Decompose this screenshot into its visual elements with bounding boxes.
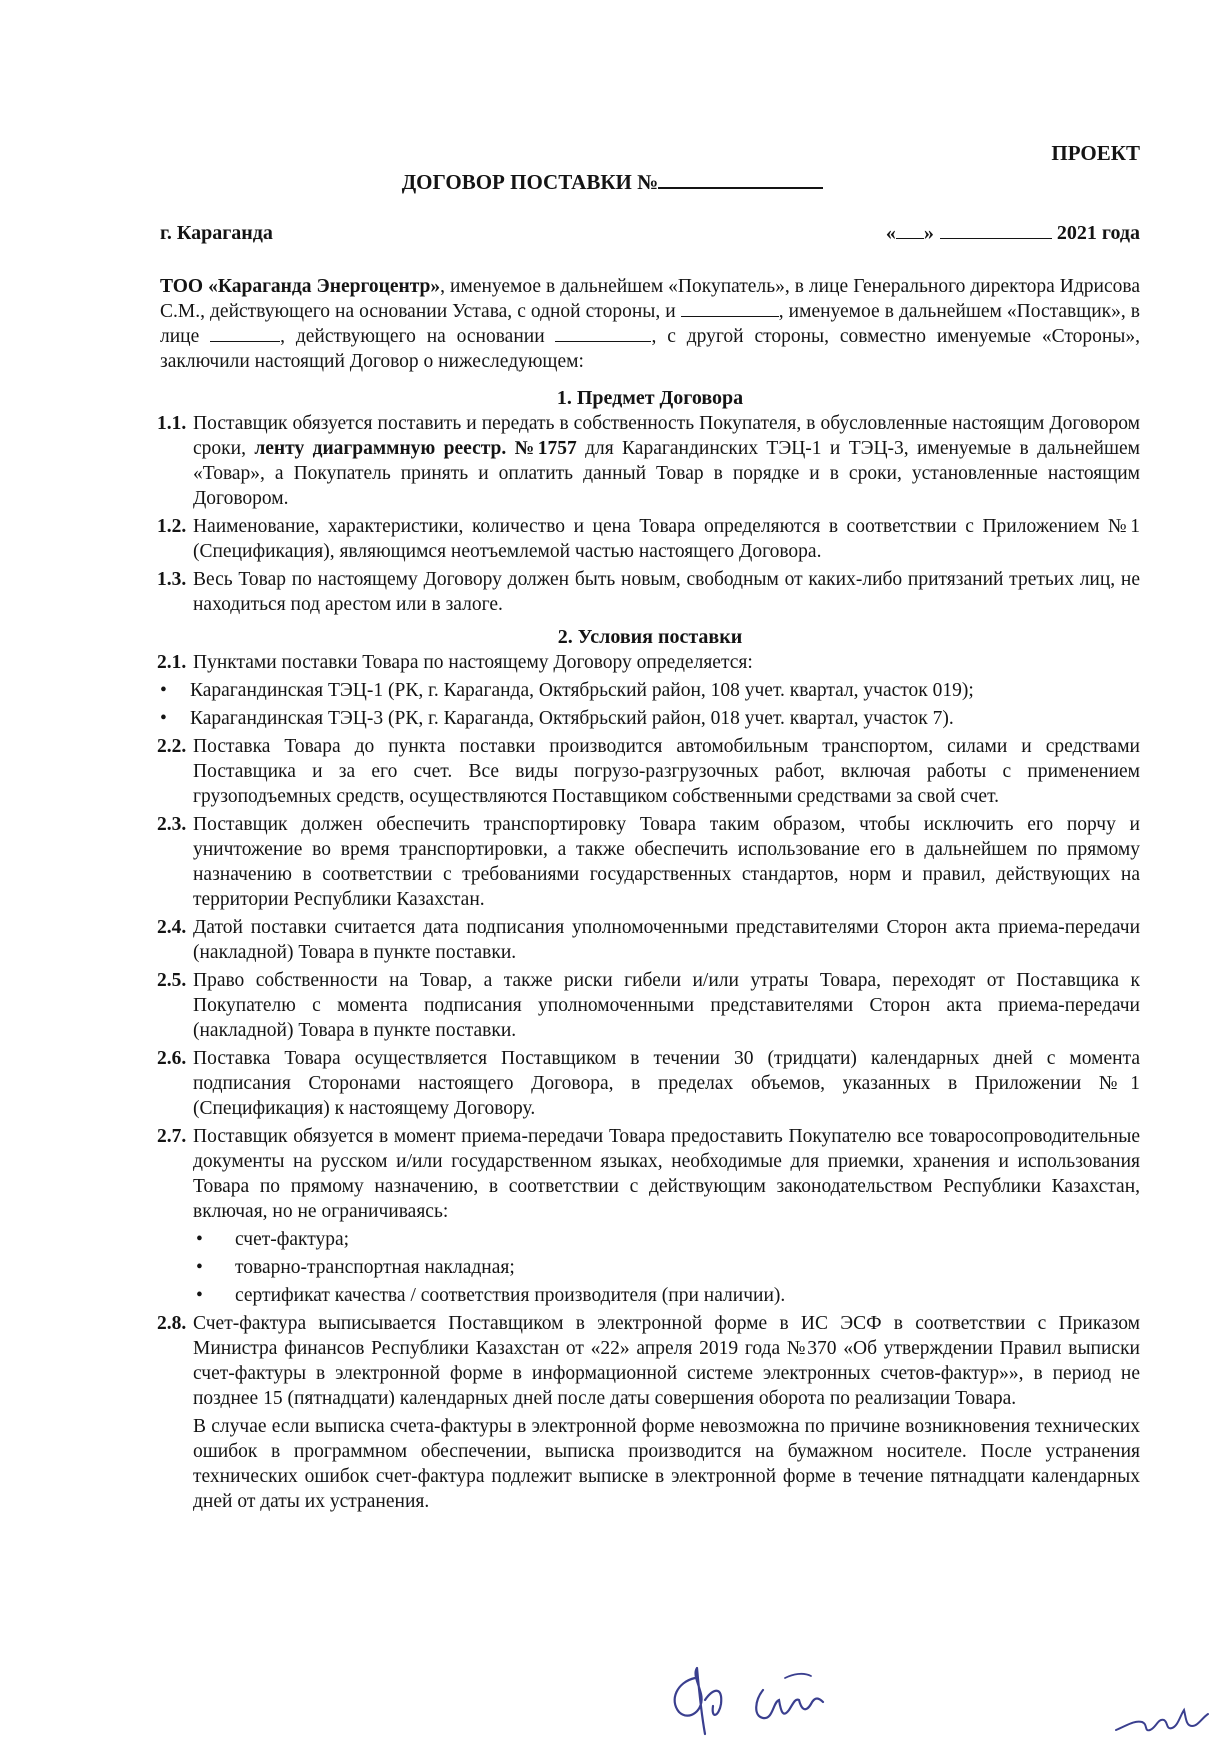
intro-text-1: , именуемое в дальнейшем «Покупатель», в лице Генерального директора Идрисова С.М., действующего на основании Устава, с одной стороны, и <box>160 276 1140 322</box>
clause-number: 2.6. <box>157 1048 187 1069</box>
contract-number-blank <box>658 169 823 189</box>
basis-blank <box>555 325 651 342</box>
clause-text: Счет-фактура выписывается Поставщиком в электронной форме в ИС ЭСФ в соответствии с Приказом Министра финансов Республики Казахстан от «22» апреля 2019 года №370 «Об утверждении Правил выписки счет-фактуры в электронной форме в информационной системе электронных счетов-фактур»», в период не позднее 15 (пятнадцати) календарных дней после даты совершения оборота по реализации Товара. <box>193 1313 1140 1409</box>
clause-2-6 <box>157 1046 1140 1121</box>
clause-2-1 <box>157 650 1140 675</box>
document-item-invoice: • счет-фактура; <box>196 1227 1140 1252</box>
delivery-point-1: • Карагандинская ТЭЦ-1 (РК, г. Караганда, Октябрьский район, 108 учет. квартал, участок 019); <box>160 678 1140 703</box>
city: г. Караганда <box>160 222 273 244</box>
clause-number: 2.7. <box>157 1126 187 1147</box>
intro-paragraph <box>160 274 1140 374</box>
intro-text-4: , действующего на основании <box>280 326 556 347</box>
buyer-company: ТОО «Караганда Энергоцентр» <box>160 276 441 297</box>
clause-text: Наименование, характеристики, количество и цена Товара определяются в соответствии с Приложением №1 (Спецификация), являющимся неотъемлемой частью настоящего Договора. <box>193 516 1140 562</box>
intro-text-6: с другой стороны, совместно именуемые «Стороны», заключили настоящий Договор о нижеследующем: <box>160 326 1141 372</box>
date-year: 2021 года <box>1056 222 1140 244</box>
clause-text: Право собственности на Товар, а также риски гибели и/или утраты Товара, переходят от Поставщика к Покупателю с момента подписания уполномоченными представителями Сторон акта приема-передачи (накладной) Товара в пункте поставки. <box>193 970 1140 1041</box>
clause-1-2 <box>157 514 1140 564</box>
document-item-waybill: • товарно-транспортная накладная; <box>196 1255 1140 1280</box>
clause-number: 2.3. <box>157 814 187 835</box>
date-close-quote: » <box>923 222 934 244</box>
document-body <box>157 274 1141 1514</box>
goods-name: ленту диаграммную реестр. №1757 <box>254 438 577 459</box>
clause-1-3 <box>157 567 1140 617</box>
clause-2-5 <box>157 968 1140 1043</box>
intro-text-5: , <box>651 326 657 347</box>
clause-2-7 <box>157 1124 1140 1224</box>
clause-text: Поставщик обязуется поставить и передать в собственность Покупателя, в обусловленные настоящим Договором сроки, <box>193 413 1140 459</box>
contract-date <box>886 221 1140 246</box>
clause-text: Весь Товар по настоящему Договору должен быть новым, свободным от каких-либо притязаний третьих лиц, не находиться под арестом или в залоге. <box>193 569 1140 615</box>
clause-number: 1.2. <box>157 516 187 537</box>
supplier-name-blank <box>681 300 779 317</box>
signature-1 <box>655 1660 835 1738</box>
clause-number: 2.1. <box>157 652 187 673</box>
document-item-certificate: • сертификат качества / соответствия производителя (при наличии). <box>196 1283 1140 1308</box>
clause-text: Поставка Товара до пункта поставки производится автомобильным транспортом, силами и средствами Поставщика и за его счет. Все виды погрузо-разгрузочных работ, включая работы с применением грузоподъемных средств, осуществляются Поставщиком собственными средствами за свой счет. <box>193 736 1140 807</box>
clause-text: Датой поставки считается дата подписания уполномоченными представителями Сторон акта приема-передачи (накладной) Товара в пункте поставки. <box>193 917 1140 963</box>
section-1-heading: 1. Предмет Договора <box>556 387 744 409</box>
document-title <box>0 169 1225 195</box>
intro-text-3: именуемое в дальнейшем «Поставщик», в лице <box>160 301 1141 347</box>
day-blank <box>896 222 924 239</box>
draft-label: ПРОЕКТ <box>1051 141 1140 165</box>
clause-number: 2.8. <box>157 1313 187 1334</box>
representative-blank <box>210 325 280 342</box>
intro-text-2: , <box>778 301 784 322</box>
delivery-point-2: • Карагандинская ТЭЦ-3 (РК, г. Караганда, Октябрьский район, 018 учет. квартал, участок 7). <box>160 706 1140 731</box>
clause-text: Поставщик обязуется в момент приема-передачи Товара предоставить Покупателю все товаросопроводительные документы на русском и/или государственном языках, необходимые для приемки, хранения и использования Товара по прямому назначению, в соответствии с действующим законодательством Республики Казахстан, включая, но не ограничиваясь: <box>193 1126 1140 1222</box>
clause-1-1 <box>157 411 1140 511</box>
clause-2-8-paragraph-2: В случае если выписка счета-фактуры в электронной форме невозможна по причине возникновения технических ошибок в программном обеспечении, выписка производится на бумажном носителе. После устранения технических ошибок счет-фактура подлежит выписке в электронной форме в течение пятнадцати календарных дней от даты их устранения. <box>193 1416 1140 1512</box>
city-date-row <box>160 221 1140 246</box>
clause-text: Поставка Товара осуществляется Поставщиком в течении 30 (тридцати) календарных дней с момента подписания Сторонами настоящего Договора, в пределах объемов, указанных в Приложении №1 (Спецификация) к настоящему Договору. <box>193 1048 1140 1119</box>
clause-text: Пунктами поставки Товара по настоящему Договору определяется: <box>193 652 753 673</box>
clause-text: для Карагандинских ТЭЦ-1 и ТЭЦ-3, именуемые в дальнейшем «Товар», а Покупатель принять и оплатить данный Товар в порядке и в сроки, установленные настоящим Договором. <box>193 438 1140 509</box>
clause-2-8 <box>157 1311 1140 1411</box>
clause-number: 2.4. <box>157 917 187 938</box>
date-open-quote: « <box>885 222 896 244</box>
clause-number: 1.3. <box>157 569 187 590</box>
clause-number: 1.1. <box>157 413 187 434</box>
clause-text: Поставщик должен обеспечить транспортировку Товара таким образом, чтобы исключить его порчу и уничтожение во время транспортировки, а также обеспечить использование его в дальнейшем по прямому назначению в соответствии с требованиями государственных стандартов, норм и правил, действующих на территории Республики Казахстан. <box>193 814 1140 910</box>
title-text: ДОГОВОР ПОСТАВКИ № <box>401 170 659 194</box>
signature-2 <box>1112 1700 1222 1738</box>
clause-2-4 <box>157 915 1140 965</box>
clause-2-2 <box>157 734 1140 809</box>
clause-number: 2.5. <box>157 970 187 991</box>
section-2-heading: 2. Условия поставки <box>557 626 743 648</box>
clause-2-3 <box>157 812 1140 912</box>
clause-number: 2.2. <box>157 736 187 757</box>
month-blank <box>940 222 1052 239</box>
